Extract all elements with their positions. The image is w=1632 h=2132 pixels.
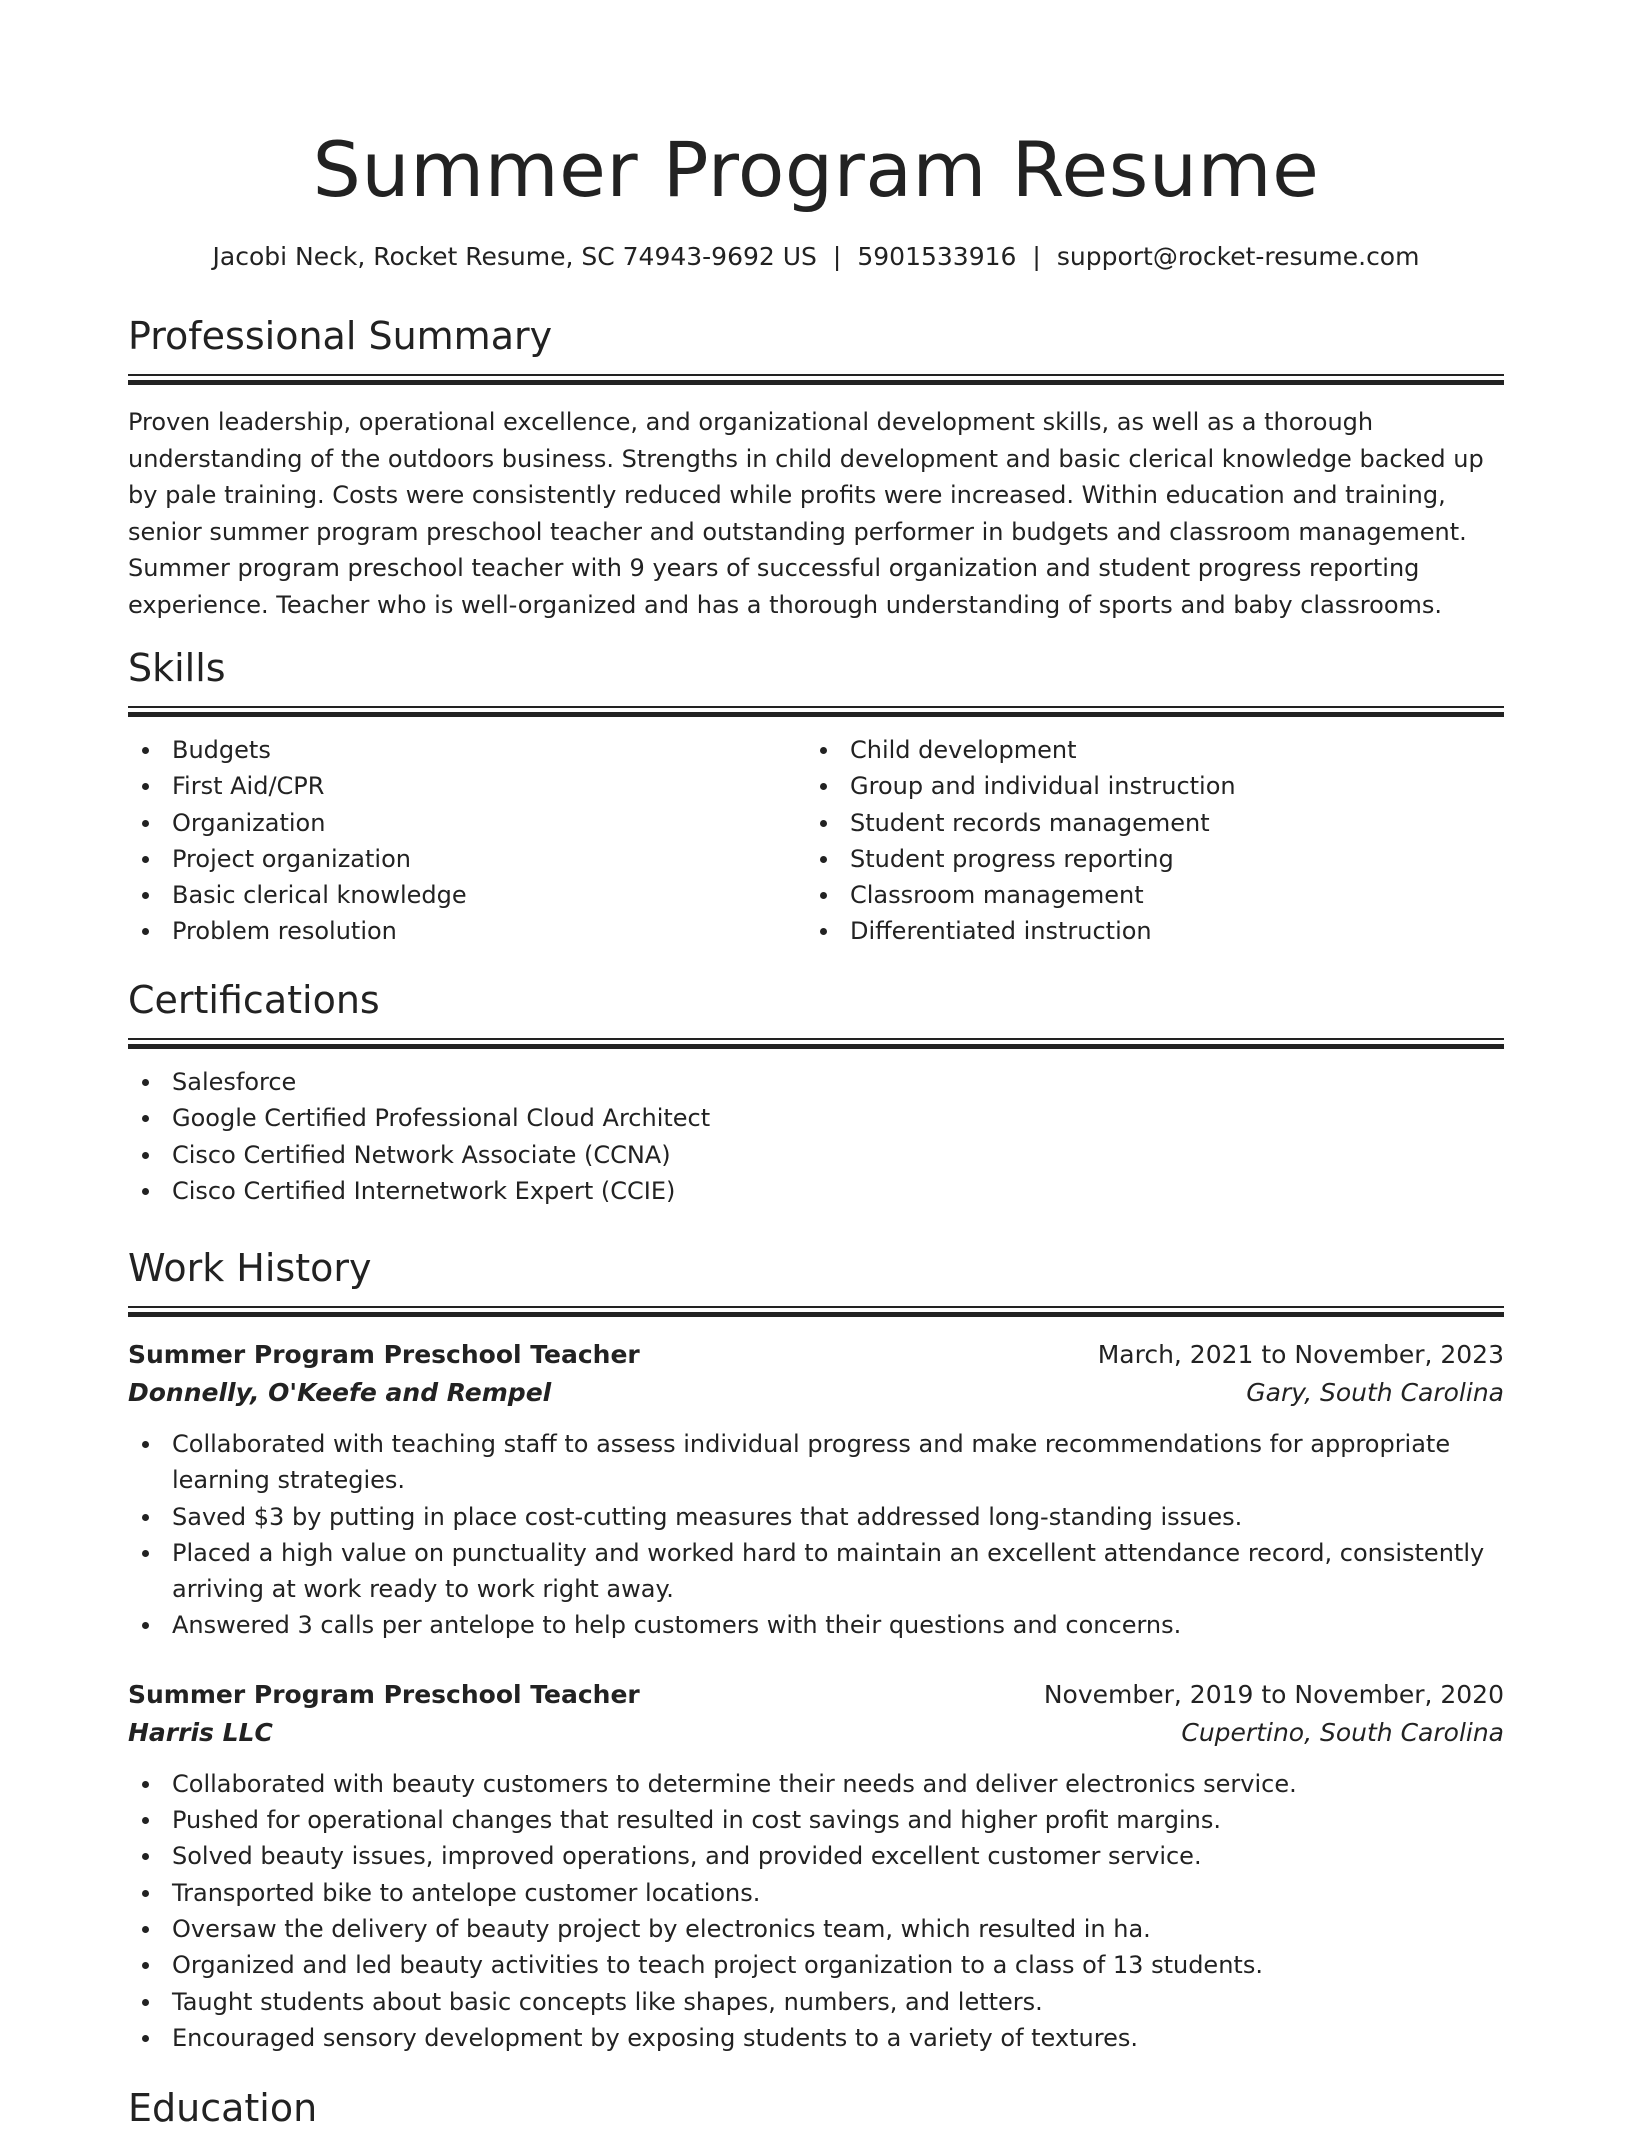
job-bullet: Answered 3 calls per antelope to help customers with their questions and concerns.	[128, 1607, 1504, 1643]
job-subheader-row	[128, 1714, 1504, 1752]
job-entry	[128, 1676, 1504, 2056]
work-history-heading: Work History	[128, 1246, 372, 1290]
certifications-list	[128, 1064, 1504, 1209]
resume-page	[128, 0, 1504, 2130]
job-header-row	[128, 1676, 1504, 1714]
summary-text: Proven leadership, operational excellence, and organizational development skills, as well as a thorough understanding of the outdoors business. Strengths in child development and basic clerical knowledge backed up by pale training. Costs were consistently reduced while profits were increased. Within education and training, senior summer program preschool teacher and outstanding performer in budgets and classroom management. Summer program preschool teacher with 9 years of successful organization and student progress reporting experience. Teacher who is well-organized and has a thorough understanding of sports and baby classrooms.	[128, 408, 1484, 619]
job-bullet: Saved $3 by putting in place cost-cutting measures that addressed long-standing issues.	[128, 1499, 1504, 1535]
job-dates: November, 2019 to November, 2020	[1043, 1679, 1504, 1709]
job-bullet: Transported bike to antelope customer locations.	[128, 1875, 1504, 1911]
contact-email: support@rocket-resume.com	[1056, 242, 1420, 271]
section-divider	[128, 706, 1504, 718]
skill-item: Differentiated instruction	[806, 913, 1484, 949]
resume-title: Summer Program Resume	[312, 125, 1320, 214]
skill-item: Student progress reporting	[806, 841, 1484, 877]
job-bullet: Taught students about basic concepts like shapes, numbers, and letters.	[128, 1984, 1504, 2020]
skill-item: Classroom management	[806, 877, 1484, 913]
skill-item: Organization	[128, 805, 806, 841]
skill-item: First Aid/CPR	[128, 768, 806, 804]
job-entry	[128, 1336, 1504, 1644]
job-bullet: Encouraged sensory development by exposing students to a variety of textures.	[128, 2020, 1504, 2056]
skills-right-list	[806, 732, 1484, 950]
section-divider	[128, 1038, 1504, 1050]
certification-item: Cisco Certified Network Associate (CCNA)	[128, 1137, 1504, 1173]
contact-address: Jacobi Neck, Rocket Resume, SC 74943-9692 US	[212, 242, 817, 271]
contact-phone: 5901533916	[857, 242, 1017, 271]
contact-separator: |	[1032, 242, 1041, 271]
job-header-row	[128, 1336, 1504, 1374]
section-divider	[128, 374, 1504, 386]
skill-item: Basic clerical knowledge	[128, 877, 806, 913]
job-bullet-list	[128, 1426, 1504, 1644]
skills-left-list	[128, 732, 806, 950]
job-title: Summer Program Preschool Teacher	[128, 1679, 640, 1709]
skills-section	[128, 644, 1504, 950]
section-divider	[128, 1306, 1504, 1318]
skill-item: Group and individual instruction	[806, 768, 1484, 804]
certification-item: Cisco Certified Internetwork Expert (CCIE)	[128, 1173, 1504, 1209]
certifications-heading: Certifications	[128, 978, 380, 1022]
job-bullet: Collaborated with teaching staff to assess individual progress and make recommendations for appropriate learning strategies.	[128, 1426, 1504, 1499]
skill-item: Problem resolution	[128, 913, 806, 949]
summary-heading: Professional Summary	[128, 314, 553, 358]
job-company: Harris LLC	[128, 1717, 273, 1747]
skills-columns	[128, 732, 1504, 950]
education-section	[128, 2084, 1504, 2132]
contact-line	[128, 240, 1504, 274]
job-dates: March, 2021 to November, 2023	[1097, 1340, 1504, 1369]
job-title: Summer Program Preschool Teacher	[128, 1340, 640, 1369]
skill-item: Child development	[806, 732, 1484, 768]
skill-item: Project organization	[128, 841, 806, 877]
job-bullet: Solved beauty issues, improved operations, and provided excellent customer service.	[128, 1838, 1504, 1874]
work-history-section	[128, 1244, 1504, 2056]
certification-item: Google Certified Professional Cloud Architect	[128, 1100, 1504, 1136]
education-heading: Education	[128, 2086, 318, 2130]
job-bullet-list	[128, 1766, 1504, 2056]
skill-item: Student records management	[806, 805, 1484, 841]
job-bullet: Oversaw the delivery of beauty project by electronics team, which resulted in ha.	[128, 1911, 1504, 1947]
job-bullet: Placed a high value on punctuality and worked hard to maintain an excellent attendance record, consistently arriving at work ready to work right away.	[128, 1535, 1504, 1608]
job-bullet: Pushed for operational changes that resulted in cost savings and higher profit margins.	[128, 1802, 1504, 1838]
certifications-section	[128, 976, 1504, 1209]
job-location: Gary, South Carolina	[1246, 1378, 1504, 1407]
job-bullet: Organized and led beauty activities to teach project organization to a class of 13 students.	[128, 1947, 1504, 1983]
summary-section	[128, 312, 1504, 623]
certification-item: Salesforce	[128, 1064, 1504, 1100]
job-company: Donnelly, O'Keefe and Rempel	[128, 1378, 552, 1407]
job-bullet: Collaborated with beauty customers to determine their needs and deliver electronics service.	[128, 1766, 1504, 1802]
contact-separator: |	[832, 242, 842, 271]
job-location: Cupertino, South Carolina	[1181, 1717, 1504, 1747]
skills-heading: Skills	[128, 646, 226, 690]
skill-item: Budgets	[128, 732, 806, 768]
job-subheader-row	[128, 1374, 1504, 1412]
